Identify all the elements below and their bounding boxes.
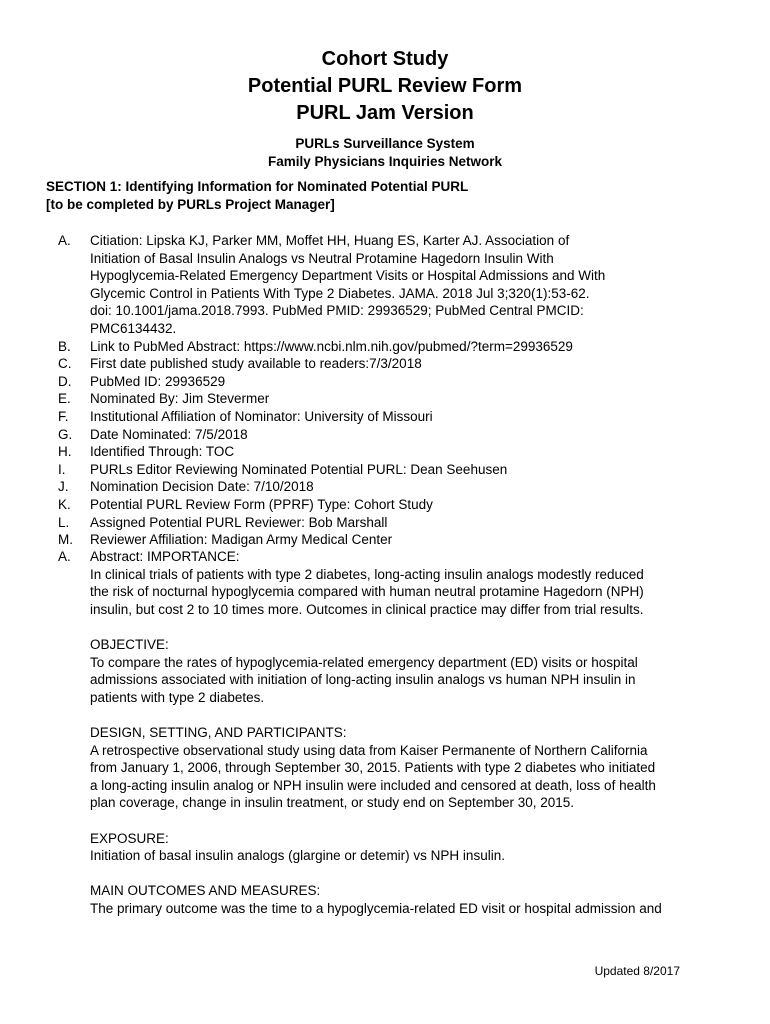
subtitle-line-2: Family Physicians Inquiries Network: [267, 154, 503, 169]
date-nominated-text: Date Nominated: 7/5/2018: [90, 426, 248, 442]
title-line-2: Potential PURL Review Form: [247, 75, 523, 97]
decision-date-text: Nomination Decision Date: 7/10/2018: [90, 479, 314, 495]
list-item-date-nominated: [58, 426, 688, 444]
paragraph-gap: [90, 706, 690, 724]
list-item-pubmed-id: [58, 373, 688, 391]
design-heading: DESIGN, SETTING, AND PARTICIPANTS:: [90, 724, 347, 740]
list-marker: M.: [58, 532, 73, 548]
paragraph-gap: [90, 865, 690, 883]
list-item-citation: [58, 232, 688, 338]
identified-through-text: Identified Through: TOC: [90, 444, 235, 460]
list-item-affiliation: [58, 408, 688, 426]
title-line-3: PURL Jam Version: [296, 102, 474, 124]
design-line: plan coverage, change in insulin treatment, or study end on September 30, 2015.: [90, 795, 575, 811]
citation-text: [90, 232, 688, 338]
identifying-info-list: [58, 232, 688, 549]
form-type-text: Potential PURL Review Form (PPRF) Type: Cohort Study: [90, 496, 433, 512]
reviewer-text: Assigned Potential PURL Reviewer: Bob Marshall: [90, 514, 388, 530]
section-1-heading: [46, 178, 736, 214]
abstract-section: [58, 548, 708, 917]
list-marker: K.: [58, 496, 71, 512]
list-marker: I.: [58, 461, 66, 477]
list-marker: A.: [58, 233, 71, 248]
list-item-pubmed-link: [58, 338, 688, 356]
section-subtitle: [to be completed by PURLs Project Manager]: [46, 197, 335, 212]
abstract-label: Abstract: IMPORTANCE:: [90, 549, 240, 564]
list-item-nominated-by: [58, 390, 688, 408]
paragraph-gap: [90, 812, 690, 830]
abstract-body: [90, 566, 690, 918]
list-item-decision-date: [58, 478, 688, 496]
footer-updated: Updated 8/2017: [594, 964, 680, 978]
pubmed-id-text: PubMed ID: 29936529: [90, 373, 226, 389]
abstract-heading: [58, 548, 708, 566]
objective-line: patients with type 2 diabetes.: [90, 689, 265, 705]
editor-text: PURLs Editor Reviewing Nominated Potential PURL: Dean Seehusen: [90, 461, 508, 477]
exposure-line: Initiation of basal insulin analogs (glargine or detemir) vs NPH insulin.: [90, 848, 505, 864]
list-item-identified-through: [58, 443, 688, 461]
list-item-editor: [58, 461, 688, 479]
reviewer-affiliation-text: Reviewer Affiliation: Madigan Army Medical Center: [90, 532, 393, 548]
design-line: from January 1, 2006, through September 30, 2015. Patients with type 2 diabetes who initiated: [90, 760, 656, 776]
importance-line: In clinical trials of patients with type 2 diabetes, long-acting insulin analogs modestly reduced: [90, 566, 644, 582]
list-marker: C.: [58, 356, 72, 372]
first-date-text: First date published study available to readers:7/3/2018: [90, 356, 422, 372]
importance-line: the risk of nocturnal hypoglycemia compared with human neutral protamine Hagedorn (NPH): [90, 584, 644, 600]
list-marker: G.: [58, 426, 73, 442]
paragraph-gap: [90, 618, 690, 636]
citation-line: PMC6134432.: [90, 320, 177, 336]
list-marker: H.: [58, 444, 72, 460]
citation-line: Initiation of Basal Insulin Analogs vs Neutral Protamine Hagedorn Insulin With: [90, 250, 554, 266]
list-marker: A.: [58, 549, 71, 564]
list-marker: L.: [58, 514, 70, 530]
list-marker: B.: [58, 338, 71, 354]
pubmed-link-text: Link to PubMed Abstract: https://www.ncbi.nlm.nih.gov/pubmed/?term=29936529: [90, 338, 573, 354]
outcomes-line: The primary outcome was the time to a hypoglycemia-related ED visit or hospital admission and: [90, 900, 662, 916]
objective-line: To compare the rates of hypoglycemia-related emergency department (ED) visits or hospital: [90, 654, 638, 670]
exposure-heading: EXPOSURE:: [90, 830, 169, 846]
citation-line: Hypoglycemia-Related Emergency Department Visits or Hospital Admissions and With: [90, 268, 606, 284]
objective-heading: OBJECTIVE:: [90, 636, 169, 652]
citation-line: doi: 10.1001/jama.2018.7993. PubMed PMID: 29936529; PubMed Central PMCID:: [90, 303, 584, 319]
citation-line: Citiation: Lipska KJ, Parker MM, Moffet HH, Huang ES, Karter AJ. Association of: [90, 233, 570, 248]
list-item-first-date: [58, 355, 688, 373]
title-line-1: Cohort Study: [321, 48, 449, 70]
design-line: a long-acting insulin analog or NPH insulin were included and censored at death, loss of health: [90, 777, 656, 793]
subtitle-block: [0, 135, 770, 171]
citation-line: Glycemic Control in Patients With Type 2 Diabetes. JAMA. 2018 Jul 3;320(1):53-62.: [90, 285, 590, 301]
section-title: SECTION 1: Identifying Information for Nominated Potential PURL: [46, 179, 469, 194]
importance-line: insulin, but cost 2 to 10 times more. Outcomes in clinical practice may differ from trial results.: [90, 601, 644, 617]
list-item-reviewer: [58, 514, 688, 532]
list-marker: F.: [58, 408, 69, 424]
affiliation-text: Institutional Affiliation of Nominator: University of Missouri: [90, 408, 433, 424]
list-marker: E.: [58, 391, 71, 407]
objective-line: admissions associated with initiation of long-acting insulin analogs vs human NPH insulin in: [90, 672, 636, 688]
title-block: [0, 46, 770, 171]
list-item-form-type: [58, 496, 688, 514]
list-item-reviewer-affiliation: [58, 531, 688, 549]
list-marker: J.: [58, 479, 69, 495]
design-line: A retrospective observational study using data from Kaiser Permanente of Northern California: [90, 742, 648, 758]
nominated-by-text: Nominated By: Jim Stevermer: [90, 391, 270, 407]
subtitle-line-1: PURLs Surveillance System: [295, 136, 475, 151]
list-marker: D.: [58, 373, 72, 389]
outcomes-heading: MAIN OUTCOMES AND MEASURES:: [90, 883, 321, 899]
